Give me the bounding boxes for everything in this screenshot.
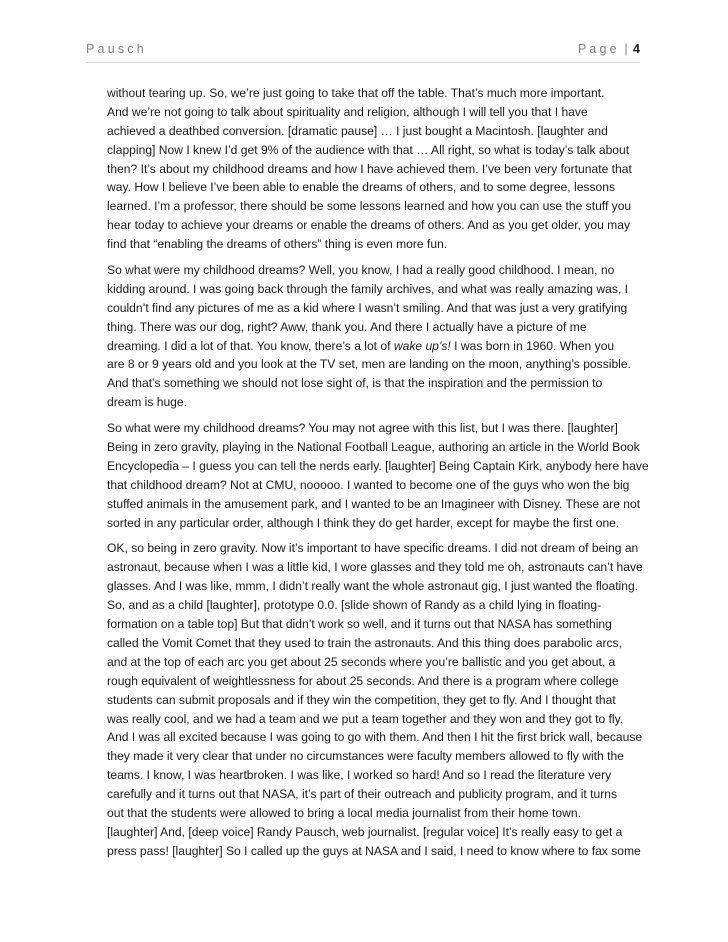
header-page-number: 4 [633, 42, 640, 56]
text-line [107, 299, 647, 318]
text-line [107, 728, 647, 747]
text-line [107, 103, 647, 122]
text-segment: So what were my childhood dreams? You may not agree with this list, but I was there. [laughter] [107, 421, 618, 436]
text-segment: stuffed animals in the amusement park, and I wanted to be an Imagineer with Disney. These are not [107, 496, 641, 511]
text-line [107, 355, 647, 374]
text-line [107, 634, 647, 653]
text-segment: hear today to achieve your dreams or enable the dreams of others. And as you get older, you may [107, 218, 631, 233]
text-line [107, 615, 647, 634]
text-segment: Encyclopedia – I guess you can tell the nerds early. [laughter] Being Captain Kirk, anybody here have [107, 458, 649, 473]
text-segment: without tearing up. So, we’re just going to take that off the table. That’s much more important. [107, 86, 605, 100]
text-segment: that childhood dream? Not at CMU, nooooo. I wanted to become one of the guys who won the big [107, 477, 630, 492]
text-segment: teams. I know, I was heartbroken. I was like, I worked so hard! And so I read the literature very [107, 768, 612, 783]
text-line [107, 577, 647, 596]
text-line [107, 374, 647, 393]
header-author: Pausch [86, 42, 147, 56]
text-line [107, 596, 647, 615]
text-line [107, 823, 647, 842]
text-line [107, 419, 647, 438]
text-segment: they made it very clear that under no circumstances were faculty members allowed to fly with the [107, 749, 624, 764]
header-page-indicator [578, 42, 640, 56]
text-segment: So, and as a child [laughter], prototype 0.0. [slide shown of Randy as a child lying in floating- [107, 598, 602, 613]
text-segment: students can submit proposals and if they win the competition, they get to fly. And I thought that [107, 692, 616, 707]
paragraph [107, 261, 647, 412]
text-line [107, 558, 647, 577]
text-line [107, 337, 647, 356]
text-segment: sorted in any particular order, although I think they do get harder, except for maybe the first one. [107, 515, 620, 530]
page-header [86, 40, 640, 63]
text-line [107, 842, 647, 861]
text-segment: dream is huge. [107, 395, 187, 410]
paragraph [107, 419, 647, 532]
text-segment: called the Vomit Comet that they used to train the astronauts. And this thing does parabolic arcs, [107, 635, 622, 650]
header-page-label: Page [577, 42, 620, 56]
text-line [107, 747, 647, 766]
text-segment: find that “enabling the dreams of others” thing is even more fun. [107, 237, 448, 252]
text-segment: was really cool, and we had a team and we put a team together and they won and they got to fly. [107, 711, 624, 726]
text-line [107, 457, 647, 476]
text-segment: I was born in 1960. When you [450, 338, 615, 353]
text-line [107, 216, 647, 235]
text-line [107, 672, 647, 691]
paragraph [107, 84, 647, 254]
text-line [107, 280, 647, 299]
text-line [107, 318, 647, 337]
text-line [107, 197, 647, 216]
text-line [107, 178, 647, 197]
text-segment: And we’re not going to talk about spirituality and religion, although I will tell you that I have [107, 104, 588, 119]
header-separator: | [624, 42, 628, 56]
text-segment: then? It’s about my childhood dreams and how I have achieved them. I’ve been very fortunate that [107, 161, 632, 176]
text-segment: learned. I’m a professor, there should be some lessons learned and how you can use the stuff you [107, 199, 632, 214]
text-line [107, 235, 647, 254]
text-line [107, 476, 647, 495]
text-segment: thing. There was our dog, right? Aww, thank you. And there I actually have a picture of me [107, 319, 587, 334]
text-line [107, 514, 647, 533]
text-segment: couldn’t find any pictures of me as a kid where I wasn’t smiling. And that was just a very gratifying [107, 300, 628, 315]
text-line [107, 261, 647, 280]
text-line [107, 785, 647, 804]
text-segment: formation on a table top] But that didn’t work so well, and it turns out that NASA has something [107, 617, 612, 632]
text-segment: and at the top of each arc you get about 25 seconds where you’re ballistic and you get about, a [107, 654, 616, 669]
text-line [107, 438, 647, 457]
text-line [107, 122, 647, 141]
text-line [107, 653, 647, 672]
text-segment: achieved a deathbed conversion. [dramatic pause] … I just bought a Macintosh. [laughter and [107, 123, 608, 138]
text-segment: [laughter] And, [deep voice] Randy Pausch, web journalist. [regular voice] It’s really easy to get a [107, 824, 623, 839]
text-segment: dreaming. I did a lot of that. You know, there’s a lot of [107, 338, 394, 353]
text-line [107, 84, 647, 103]
text-segment: OK, so being in zero gravity. Now it’s important to have specific dreams. I did not dream of being an [107, 541, 639, 556]
text-segment: kidding around. I was going back through the family archives, and what was really amazing was, I [107, 281, 628, 296]
text-segment: out that the students were allowed to bring a local media journalist from their home town. [107, 805, 581, 820]
text-line [107, 141, 647, 160]
text-segment: rough equivalent of weightlessness for about 25 seconds. And there is a program where college [107, 673, 619, 688]
text-line [107, 766, 647, 785]
text-segment: And that’s something we should not lose sight of, is that the inspiration and the permission to [107, 376, 603, 391]
text-line [107, 393, 647, 412]
paragraph [107, 539, 647, 860]
text-segment: astronaut, because when I was a little kid, I wore glasses and they told me oh, astronauts can’t have [107, 560, 643, 575]
italic-phrase: wake up’s! [393, 338, 451, 353]
text-segment: are 8 or 9 years old and you look at the TV set, men are landing on the moon, anything’s possible. [107, 357, 631, 372]
text-line [107, 495, 647, 514]
text-segment: And I was all excited because I was going to go with them. And then I hit the first brick wall, because [107, 730, 643, 745]
text-line [107, 710, 647, 729]
text-segment: carefully and it turns out that NASA, it’s part of their outreach and publicity program, and it turns [107, 787, 617, 802]
text-segment: clapping] Now I knew I’d get 9% of the audience with that … All right, so what is today’s talk about [107, 142, 630, 157]
text-segment: Being in zero gravity, playing in the National Football League, authoring an article in the World Book [107, 440, 640, 455]
text-segment: press pass! [laughter] So I called up the guys at NASA and I said, I need to know where to fax some [107, 843, 641, 858]
text-segment: So what were my childhood dreams? Well, you know, I had a really good childhood. I mean, no [107, 263, 615, 278]
text-line [107, 160, 647, 179]
text-line [107, 804, 647, 823]
text-line [107, 691, 647, 710]
text-segment: way. How I believe I’ve been able to enable the dreams of others, and to some degree, lessons [107, 180, 616, 195]
document-body [107, 84, 647, 868]
text-line [107, 539, 647, 558]
text-segment: glasses. And I was like, mmm, I didn’t really want the whole astronaut gig, I just wanted the floating. [107, 579, 639, 594]
